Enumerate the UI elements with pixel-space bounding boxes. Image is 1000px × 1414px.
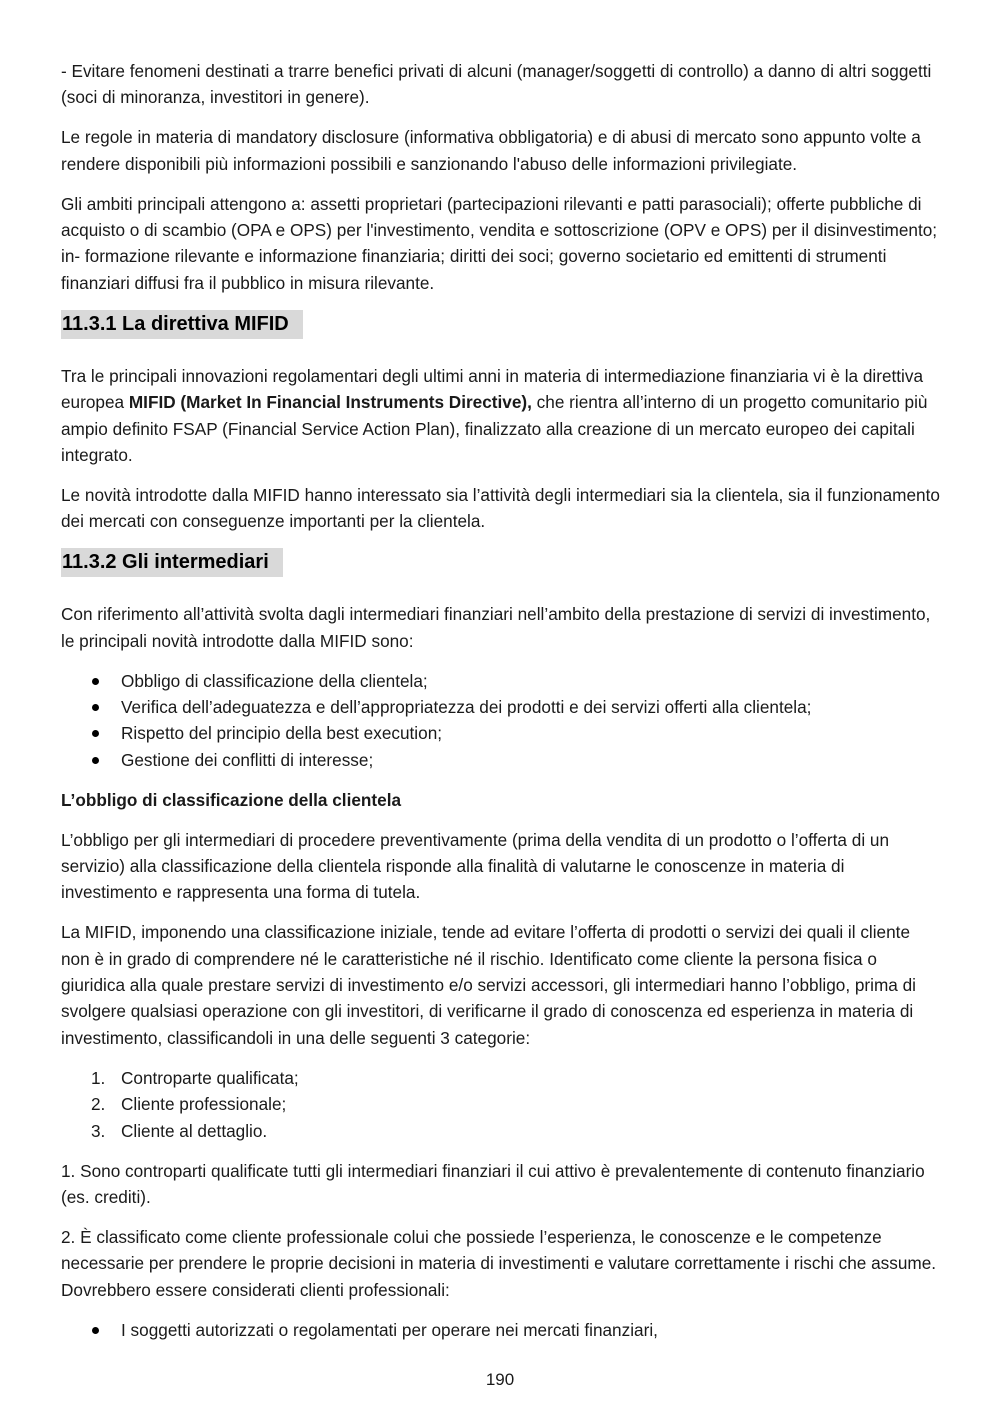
list-item: Gestione dei conflitti di interesse; [61, 747, 941, 773]
section-heading-mifid: 11.3.1 La direttiva MIFID [61, 310, 303, 339]
intro-paragraph-2: Le regole in materia di mandatory disclosure (informativa obbligatoria) e di abusi di mercato sono appunto volte a rendere disponibili più informazioni possibili e sanzionando l'abuso delle informazioni privilegiate. [61, 127, 921, 174]
document-page [61, 58, 941, 1356]
subheading-classificazione: L’obbligo di classificazione della clientela [61, 789, 402, 810]
list-item [61, 1091, 941, 1117]
list-item: Obbligo di classificazione della clientela; [61, 668, 941, 694]
list-item-text: Controparte qualificata; [121, 1067, 299, 1088]
intro-paragraph-3: Gli ambiti principali attengono a: assetti proprietari (partecipazioni rilevanti e patti parasociali); offerte pubbliche di acquisto o di scambio (OPA e OPS) per l'investimento, vendita e sottoscrizione (OPV e OPS) per il disinvestimento; in- formazione rilevante e informazione finanziaria; diritti dei soci; governo societario ed emittenti di strumenti finanziari diffusi fra il pubblico in misura rilevante. [61, 193, 938, 293]
list-item [61, 1065, 941, 1091]
mifid-paragraph-2: Le novità introdotte dalla MIFID hanno interessato sia l’attività degli intermediari sia la clientela, sia il funzionamento dei mercati con conseguenze importanti per la clientela. [61, 484, 940, 532]
clienti-professionali-bullet-list [61, 1317, 941, 1343]
mifid-text-lead: Tra le principali innovazioni regolamentari degli ultimi anni in materia di intermediazione finanziaria vi è la direttiva europea [61, 365, 924, 413]
intermediari-paragraph-1: Con riferimento all’attività svolta dagli intermediari finanziari nell’ambito della prestazione di servizi di investimento, le principali novità introdotte dalla MIFID sono: [61, 604, 931, 651]
categories-numbered-list [61, 1065, 941, 1144]
list-number: 1. [91, 1067, 106, 1088]
classificazione-paragraph-1: L’obbligo per gli intermediari di procedere preventivamente (prima della vendita di un prodotto o l’offerta di un servizio) alla classificazione della clientela risponde alla finalità di valutarne le conoscenze in materia di investimento e rappresenta una forma di tutela. [61, 829, 890, 903]
list-item: I soggetti autorizzati o regolamentati per operare nei mercati finanziari, [61, 1317, 941, 1343]
mifid-text-tail: che rientra all’interno di un progetto comunitario più ampio definito FSAP (Financial Service Action Plan), finalizzato alla creazione di un mercato europeo dei capitali integrato. [61, 392, 928, 465]
list-number: 2. [91, 1094, 106, 1115]
classificazione-paragraph-2: La MIFID, imponendo una classificazione iniziale, tende ad evitare l’offerta di prodotti o servizi dei quali il cliente non è in grado di comprendere né le caratteristiche né il rischio. Identificato come cliente la persona fisica o giuridica alla quale prestare servizi di investimento e/o servizi accessori, gli intermediari hanno l’obbligo, prima di svolgere qualsiasi operazione con gli investitori, di verificarne il grado di conoscenza ed esperienza in materia di investimento, classificandoli in una delle seguenti 3 categorie: [61, 922, 917, 1048]
list-number: 3. [91, 1120, 106, 1141]
mifid-acronym-bold: MIFID (Market In Financial Instruments Directive), [128, 392, 532, 413]
list-item-text: Cliente professionale; [121, 1094, 287, 1115]
section-heading-intermediari: 11.3.2 Gli intermediari [61, 548, 283, 577]
novita-bullet-list [61, 668, 941, 774]
list-item-text: Cliente al dettaglio. [121, 1120, 268, 1141]
cliente-professionale-paragraph: 2. È classificato come cliente professionale colui che possiede l’esperienza, le conoscenze e le competenze necessarie per prendere le proprie decisioni in materia di investimenti e valutare correttamente i rischi che assume. Dovrebbero essere considerati clienti professionali: [61, 1226, 937, 1300]
list-item: Verifica dell’adeguatezza e dell’appropriatezza dei prodotti e dei servizi offerti alla clientela; [61, 694, 941, 720]
mifid-paragraph-1 [61, 363, 941, 469]
intro-paragraph-1: - Evitare fenomeni destinati a trarre benefici privati di alcuni (manager/soggetti di controllo) a danno di altri soggetti (soci di minoranza, investitori in genere). [61, 61, 932, 108]
controparti-paragraph: 1. Sono controparti qualificate tutti gli intermediari finanziari il cui attivo è prevalentemente di contenuto finanziario (es. crediti). [61, 1160, 925, 1207]
list-item: Rispetto del principio della best execution; [61, 720, 941, 746]
list-item [61, 1118, 941, 1144]
page-number: 190 [485, 1370, 515, 1389]
